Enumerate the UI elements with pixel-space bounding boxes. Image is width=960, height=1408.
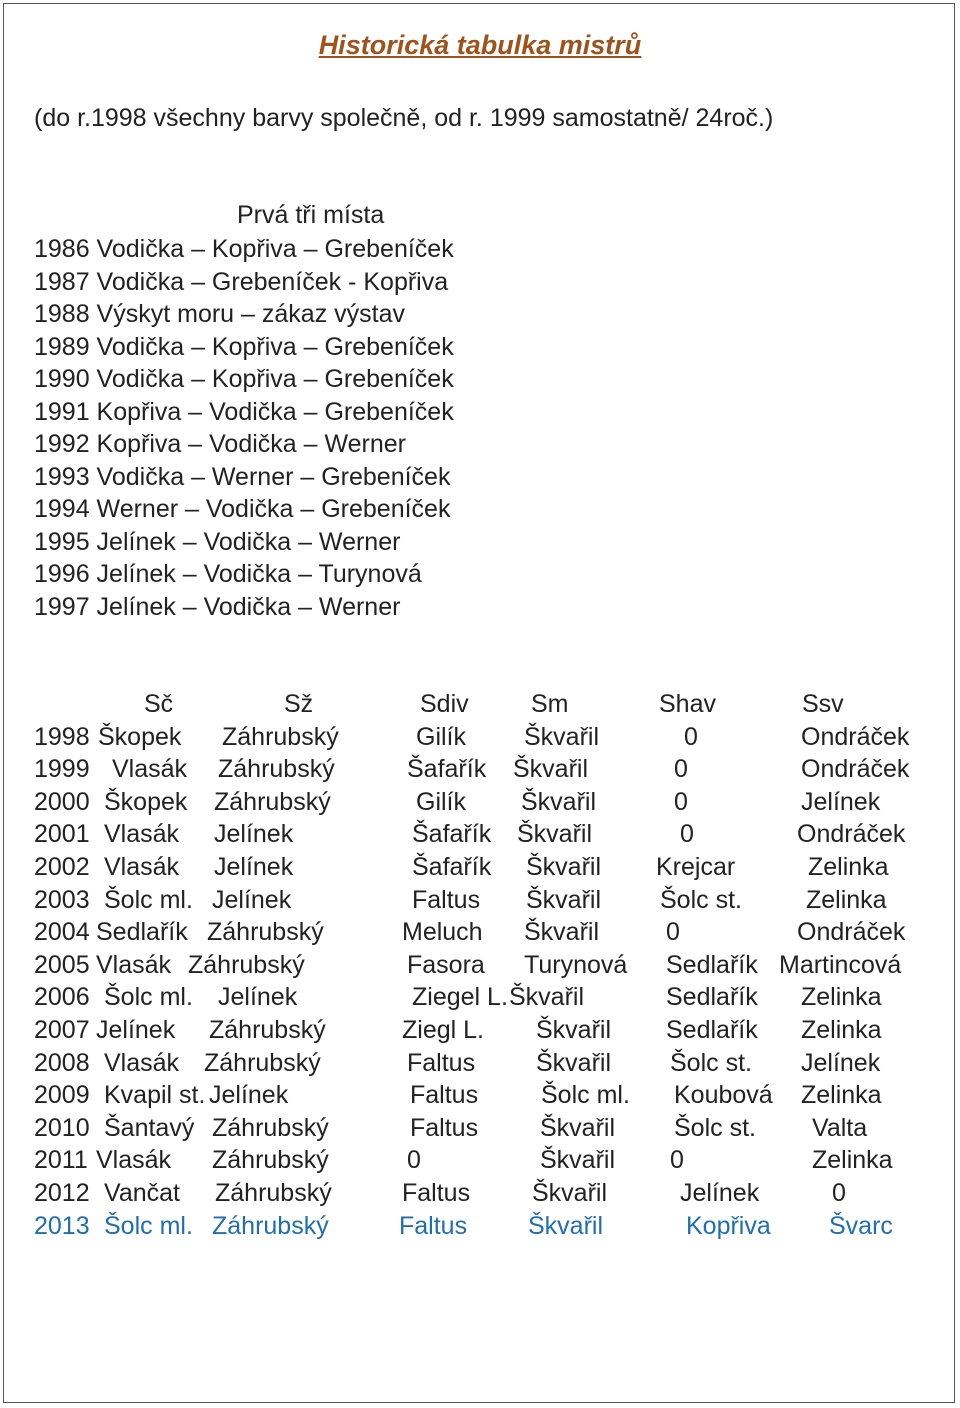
table-cell: Jelínek	[214, 852, 294, 881]
table-cell: Škopek	[98, 722, 182, 751]
table-cell: Ondráček	[797, 820, 906, 849]
table-cell: Zelinka	[801, 1015, 882, 1044]
page-title: Historická tabulka mistrů	[318, 30, 642, 60]
table-cell: Vlasák	[112, 755, 188, 784]
table-cell: 0	[674, 755, 688, 784]
list-item: 1994 Werner – Vodička – Grebeníček	[34, 495, 451, 523]
table-cell: 0	[674, 787, 688, 816]
table-cell: Valta	[812, 1113, 868, 1142]
table-cell: Fasora	[407, 950, 485, 979]
table-cell: Záhrubský	[207, 918, 324, 947]
table-cell: Zelinka	[801, 983, 882, 1012]
table-cell: Šolc st.	[670, 1048, 752, 1077]
table-cell: Ziegl L.	[402, 1015, 484, 1044]
column-header: Sž	[284, 690, 314, 718]
list-item: 1989 Vodička – Kopřiva – Grebeníček	[34, 332, 454, 361]
table-cell: Martincová	[779, 950, 902, 979]
table-cell: Šolc ml.	[104, 983, 193, 1012]
table-cell: Ondráček	[801, 755, 910, 784]
table-cell: Škvařil	[536, 1015, 612, 1044]
year-cell: 2001	[34, 820, 90, 849]
year-cell: 2011	[34, 1146, 88, 1175]
table-cell: Vančat	[104, 1178, 180, 1207]
table-cell: Ondráček	[801, 722, 910, 751]
list-item: 1986 Vodička – Kopřiva – Grebeníček	[34, 235, 454, 263]
table-cell: Škvařil	[536, 1048, 612, 1077]
table-cell: Záhrubský	[204, 1048, 321, 1077]
list-item: 1990 Vodička – Kopřiva – Grebeníček	[34, 365, 454, 393]
table-cell: Koubová	[674, 1081, 773, 1110]
table-cell: Zelinka	[808, 852, 889, 881]
table-cell: Záhrubský	[188, 950, 305, 979]
table-cell: Záhrubský	[215, 1178, 332, 1207]
table-cell: Jelínek	[212, 885, 292, 914]
list-item: 1991 Kopřiva – Vodička – Grebeníček	[34, 397, 454, 426]
table-cell: Turynová	[524, 950, 628, 979]
year-cell: 2006	[34, 983, 90, 1012]
list-item: 1992 Kopřiva – Vodička – Werner	[34, 430, 406, 458]
table-cell: Šolc st.	[660, 885, 742, 914]
history-header: Prvá tři místa	[237, 201, 385, 229]
table-cell: Sedlařík	[96, 918, 188, 947]
table-cell: Záhrubský	[214, 787, 331, 816]
column-header: Sdiv	[420, 690, 469, 718]
table-cell: Sedlařík	[666, 950, 758, 979]
table-cell: Jelínek	[801, 787, 881, 816]
year-cell: 2003	[34, 885, 90, 914]
table-cell: Šafařík	[407, 755, 487, 784]
table-cell: Škvařil	[513, 755, 589, 784]
list-item: 1997 Jelínek – Vodička – Werner	[34, 592, 401, 621]
table-cell: Záhrubský	[212, 1113, 329, 1142]
table-cell: Faltus	[410, 1081, 479, 1110]
table-cell: Škvařil	[524, 722, 600, 751]
table-cell: Vlasák	[104, 1048, 180, 1077]
table-cell: Jelínek	[209, 1081, 289, 1110]
table-cell: Šafařík	[412, 820, 492, 849]
table-cell: Škvařil	[509, 983, 585, 1012]
year-cell: 1999	[34, 755, 90, 784]
table-cell: 0	[670, 1146, 684, 1175]
year-cell: 2004	[34, 918, 90, 947]
table-cell: Škvařil	[532, 1178, 608, 1207]
table-cell: 0	[666, 918, 680, 947]
table-cell: Škvařil	[540, 1146, 616, 1175]
table-cell: 0	[680, 820, 694, 849]
table-cell: Šolc ml.	[541, 1081, 630, 1110]
table-cell: Jelínek	[801, 1048, 881, 1077]
table-cell: 0	[832, 1178, 846, 1207]
table-cell: Sedlařík	[666, 983, 758, 1012]
table-cell: Záhrubský	[212, 1211, 329, 1240]
list-item: 1988 Výskyt moru – zákaz výstav	[34, 300, 405, 328]
column-header: Shav	[659, 690, 716, 718]
list-item: 1995 Jelínek – Vodička – Werner	[34, 527, 401, 556]
table-cell: Jelínek	[680, 1178, 760, 1207]
table-cell: Škvařil	[526, 852, 602, 881]
table-cell: Faltus	[402, 1178, 471, 1207]
year-cell: 2012	[34, 1178, 90, 1207]
table-cell: Kvapil st.	[104, 1081, 206, 1110]
table-cell: Gilík	[416, 722, 466, 751]
table-cell: Jelínek	[218, 983, 298, 1012]
year-cell: 2009	[34, 1081, 90, 1110]
table-cell: Vlasák	[96, 950, 172, 979]
table-cell: Vlasák	[104, 852, 180, 881]
table-cell: Šafařík	[412, 852, 492, 881]
table-cell: Faltus	[410, 1113, 479, 1142]
table-cell: Ondráček	[797, 918, 906, 947]
table-cell: Šantavý	[104, 1113, 195, 1142]
table-cell: Šolc st.	[674, 1113, 756, 1142]
table-cell: Faltus	[399, 1211, 468, 1240]
year-cell: 2013	[34, 1211, 90, 1240]
year-cell: 2005	[34, 950, 90, 979]
table-cell: Faltus	[407, 1048, 476, 1077]
table-cell: Meluch	[402, 918, 483, 947]
table-cell: Faltus	[412, 885, 481, 914]
table-cell: Záhrubský	[212, 1146, 329, 1175]
table-cell: Škvařil	[528, 1211, 604, 1240]
table-cell: Vlasák	[104, 820, 180, 849]
table-cell: Šolc ml.	[104, 1211, 193, 1240]
list-item: 1987 Vodička – Grebeníček - Kopřiva	[34, 267, 449, 296]
table-cell: Gilík	[416, 787, 466, 816]
table-cell: Záhrubský	[222, 722, 339, 751]
table-cell: Zelinka	[801, 1081, 882, 1110]
year-cell: 2002	[34, 852, 90, 881]
table-cell: Škopek	[104, 787, 188, 816]
table-cell: Škvařil	[524, 918, 600, 947]
table-cell: Škvařil	[540, 1113, 616, 1142]
table-cell: Škvařil	[517, 820, 593, 849]
table-cell: Kopřiva	[686, 1211, 771, 1240]
subtitle: (do r.1998 všechny barvy společně, od r. 1999 samostatně/ 24roč.)	[34, 104, 774, 132]
table-cell: Záhrubský	[209, 1015, 326, 1044]
history-list	[34, 233, 454, 623]
table-cell: Záhrubský	[218, 755, 335, 784]
table-cell: 0	[684, 722, 698, 751]
table-cell: Škvařil	[526, 885, 602, 914]
year-cell: 2007	[34, 1015, 90, 1044]
table-cell: Jelínek	[214, 820, 294, 849]
table-cell: Jelínek	[96, 1015, 176, 1044]
column-header: Sč	[144, 690, 174, 718]
table-cell: Ziegel L.	[412, 983, 508, 1012]
table-cell: Sedlařík	[666, 1015, 758, 1044]
column-header: Ssv	[802, 690, 844, 718]
year-cell: 2000	[34, 787, 90, 816]
table-cell: Šolc ml.	[104, 885, 193, 914]
year-cell: 2010	[34, 1113, 90, 1142]
table-cell: Krejcar	[656, 852, 736, 881]
table-cell: Zelinka	[812, 1146, 893, 1175]
list-item: 1993 Vodička – Werner – Grebeníček	[34, 462, 451, 491]
table-cell: Vlasák	[96, 1146, 172, 1175]
column-header: Sm	[531, 690, 569, 718]
list-item: 1996 Jelínek – Vodička – Turynová	[34, 560, 422, 588]
year-cell: 2008	[34, 1048, 90, 1077]
table-cell: Škvařil	[521, 787, 597, 816]
table-cell: Švarc	[829, 1211, 893, 1240]
table-cell: 0	[407, 1146, 421, 1175]
year-cell: 1998	[34, 722, 90, 751]
table-cell: Zelinka	[806, 885, 887, 914]
